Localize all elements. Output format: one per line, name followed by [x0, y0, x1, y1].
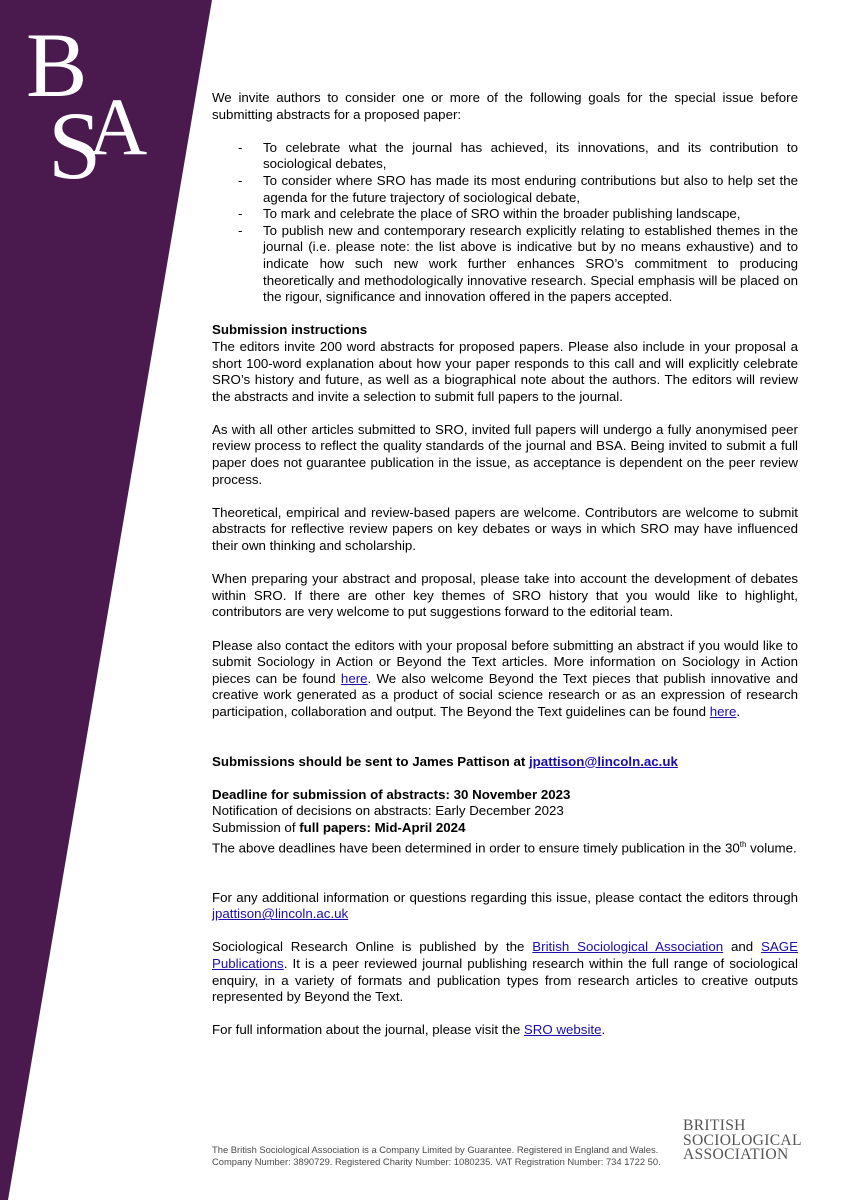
- sro-website-link[interactable]: SRO website: [523, 1022, 602, 1038]
- submission-paragraph-2: As with all other articles submitted to SRO, invited full papers will undergo a fully anonymised peer review process to reflect the quality standards of the journal and BSA. Being invited to submit a full paper does not guarantee publication in the issue, as acceptance is dependent on the peer review process.: [212, 421, 798, 487]
- wordmark-line-1: BRITISH: [683, 1117, 746, 1134]
- beyond-the-text-link[interactable]: here: [709, 703, 737, 719]
- bsa-wordmark-logo: [683, 1119, 813, 1163]
- logo-letter-s: S: [48, 92, 102, 190]
- submission-email-link[interactable]: jpattison@lincoln.ac.uk: [528, 753, 678, 769]
- logo-letter-a: A: [88, 81, 148, 172]
- publisher-paragraph: Sociological Research Online is published by the British Sociological Association and SAGE Publications. It is a peer reviewed journal publishing research within the full range of sociological enquiry, in a variety of formats and publication types from research articles to creative outputs represented by Beyond the Text.: [212, 939, 798, 1005]
- submission-paragraph-4: When preparing your abstract and proposal, please take into account the development of debates within SRO. If there are other key themes of SRO history that you would like to highlight, contributors are very welcome to put suggestions forward to the editorial team.: [212, 571, 798, 620]
- send-to-line: Submissions should be sent to James Pattison at jpattison@lincoln.ac.uk: [212, 753, 678, 769]
- goal-item: - To publish new and contemporary research explicitly relating to established themes in the journal (i.e. please note: the list above is indicative but by no means exhaustive) and to indicate how such new work further enhances SRO’s commitment to producing theoretically and methodologically innovative research. Special emphasis will be placed on the rigour, significance and innovation offered in the papers accepted.: [212, 223, 798, 306]
- info-paragraph: For any additional information or questions regarding this issue, please contact the editors through jpattison@lincoln.ac.uk: [212, 889, 798, 922]
- sage-link[interactable]: SAGE Publications: [212, 939, 798, 971]
- wordmark-line-2: SOCIOLOGICAL: [683, 1131, 802, 1149]
- goal-item: - To mark and celebrate the place of SRO within the broader publishing landscape,: [212, 206, 798, 223]
- footer-line-2: Company Number: 3890729. Registered Charity Number: 1080235. VAT Registration Number: 734 1722 50.: [212, 1155, 661, 1167]
- goals-list: [212, 140, 798, 306]
- footer-line-1: The British Sociological Association is a Company Limited by Guarantee. Registered in England and Wales.: [212, 1144, 659, 1155]
- intro-paragraph: We invite authors to consider one or more of the following goals for the special issue before submitting abstracts for a proposed paper:: [212, 90, 798, 122]
- full-paper-deadline: Submission of full papers: Mid-April 2024: [212, 819, 466, 835]
- goal-item: - To celebrate what the journal has achieved, its innovations, and its contribution to sociological debates,: [212, 140, 798, 173]
- footer-legal: [212, 1144, 661, 1167]
- submission-paragraph-1: The editors invite 200 word abstracts for proposed papers. Please also include in your proposal a short 100-word explanation about how your paper responds to this call and will explicitly celebrate SRO’s history and future, as well as a biographical note about the authors. The editors will review the abstracts and invite a selection to submit full papers to the journal.: [212, 338, 798, 404]
- bsa-monogram-logo: [18, 18, 168, 190]
- call-for-papers-body: [212, 90, 798, 1039]
- sociology-in-action-link[interactable]: here: [340, 670, 368, 686]
- goal-item: - To consider where SRO has made its most enduring contributions but also to help set the agenda for the future trajectory of sociological debate,: [212, 173, 798, 206]
- abstract-deadline: Deadline for submission of abstracts: 30 November 2023: [212, 786, 571, 802]
- submission-paragraph-3: Theoretical, empirical and review-based papers are welcome. Contributors are welcome to submit abstracts for reflective review papers on key debates or ways in which SRO may have influenced their own thinking and scholarship.: [212, 504, 798, 554]
- website-paragraph: For full information about the journal, please visit the SRO website.: [212, 1022, 606, 1038]
- logo-letter-b: B: [26, 18, 88, 116]
- submission-heading: Submission instructions: [212, 322, 368, 338]
- contact-paragraph: Please also contact the editors with your proposal before submitting an abstract if you would like to submit Sociology in Action or Beyond the Text articles. More information on Sociology in Action pieces can be found here. We also welcome Beyond the Text pieces that publish innovative and creative work generated as a product of social science research or as an expression of research participation, collaboration and output. The Beyond the Text guidelines can be found here.: [212, 637, 799, 719]
- info-email-link[interactable]: jpattison@lincoln.ac.uk: [212, 906, 349, 922]
- bsa-link[interactable]: British Sociological Association: [532, 939, 724, 955]
- deadline-note: The above deadlines have been determined in order to ensure timely publication in the 30th volume.: [212, 839, 797, 855]
- wordmark-line-3: ASSOCIATION: [683, 1146, 789, 1164]
- notification-date: Notification of decisions on abstracts: Early December 2023: [212, 803, 564, 819]
